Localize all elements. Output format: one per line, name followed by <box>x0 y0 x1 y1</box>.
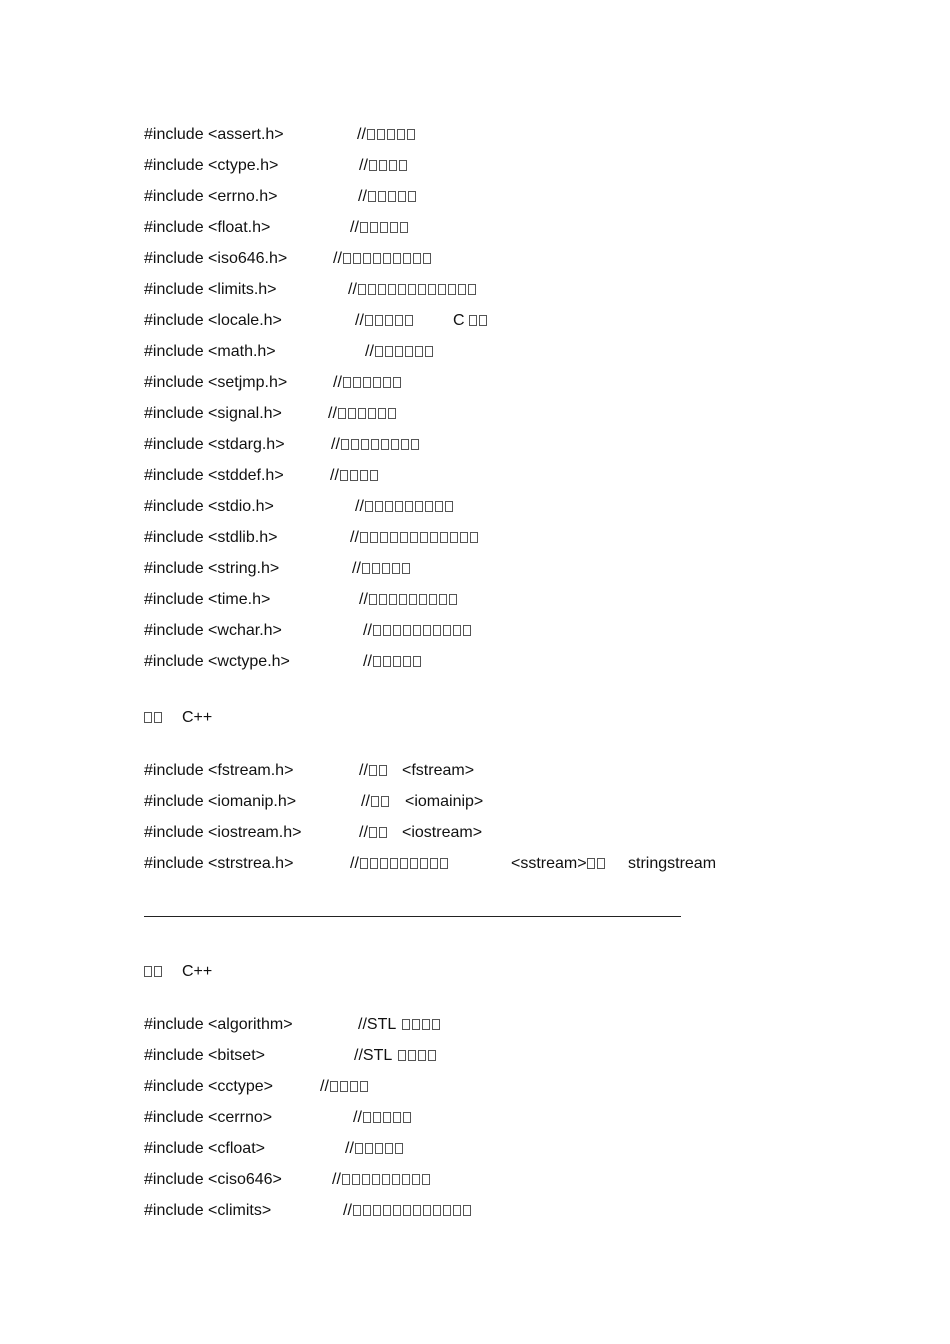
code-comment: // <box>359 822 389 844</box>
include-directive: #include <wctype.h> <box>144 653 290 670</box>
missing-glyph-box <box>373 1205 381 1216</box>
code-comment: // <box>333 372 403 394</box>
missing-glyph-box <box>372 1174 380 1185</box>
code-comment: // <box>350 853 450 875</box>
code-comment: // <box>343 1200 473 1222</box>
missing-glyph-box <box>432 1019 440 1030</box>
code-comment: // <box>359 760 389 782</box>
missing-glyph-box <box>352 1174 360 1185</box>
missing-glyph-box <box>154 966 162 977</box>
code-comment: // <box>357 124 417 146</box>
missing-glyph-box <box>370 532 378 543</box>
missing-glyphs <box>363 1107 413 1129</box>
missing-glyph-box <box>363 1205 371 1216</box>
include-directive: #include <time.h> <box>144 591 271 608</box>
include-directive: #include <cctype> <box>144 1078 273 1095</box>
missing-glyph-box <box>393 377 401 388</box>
missing-glyph-box <box>385 315 393 326</box>
include-directive: #include <assert.h> <box>144 126 284 143</box>
missing-glyph-box <box>385 1143 393 1154</box>
missing-glyph-box <box>390 222 398 233</box>
missing-glyph-box <box>440 532 448 543</box>
missing-glyphs <box>343 248 433 270</box>
missing-glyph-box <box>422 1019 430 1030</box>
missing-glyphs <box>373 620 473 642</box>
missing-glyphs <box>369 155 409 177</box>
missing-glyph-box <box>423 625 431 636</box>
missing-glyph-box <box>369 827 377 838</box>
code-comment: // <box>330 465 380 487</box>
include-directive: #include <stdlib.h> <box>144 529 278 546</box>
missing-glyph-box <box>340 1081 348 1092</box>
missing-glyph-box <box>479 315 487 326</box>
missing-glyph-box <box>398 1050 406 1061</box>
missing-glyph-box <box>362 1174 370 1185</box>
missing-glyphs <box>367 124 417 146</box>
missing-glyph-box <box>393 656 401 667</box>
missing-glyphs <box>360 527 480 549</box>
missing-glyph-box <box>381 796 389 807</box>
missing-glyph-box <box>369 765 377 776</box>
missing-glyph-box <box>389 594 397 605</box>
separator-line <box>144 916 681 917</box>
missing-glyphs <box>144 707 164 729</box>
code-comment: // <box>348 279 478 301</box>
include-directive: #include <setjmp.h> <box>144 374 288 391</box>
missing-glyph-box <box>365 315 373 326</box>
missing-glyph-box <box>407 129 415 140</box>
missing-glyph-box <box>460 532 468 543</box>
include-directive: #include <ctype.h> <box>144 157 279 174</box>
missing-glyph-box <box>390 532 398 543</box>
missing-glyphs <box>355 1138 405 1160</box>
missing-glyph-box <box>379 827 387 838</box>
missing-glyph-box <box>415 346 423 357</box>
missing-glyph-box <box>383 377 391 388</box>
missing-glyph-box <box>373 656 381 667</box>
missing-glyph-box <box>375 346 383 357</box>
missing-glyph-box <box>411 439 419 450</box>
code-comment: // <box>361 791 391 813</box>
include-directive: #include <math.h> <box>144 343 276 360</box>
missing-glyphs <box>144 961 164 983</box>
missing-glyph-box <box>433 625 441 636</box>
include-directive: #include <ciso646> <box>144 1171 282 1188</box>
code-comment: // <box>363 651 423 673</box>
missing-glyphs <box>330 1076 370 1098</box>
missing-glyph-box <box>420 532 428 543</box>
missing-glyph-box <box>368 284 376 295</box>
missing-glyph-box <box>448 284 456 295</box>
missing-glyph-box <box>405 501 413 512</box>
missing-glyphs <box>587 853 607 875</box>
comment-extra: <iomainip> <box>405 793 484 810</box>
missing-glyph-box <box>413 1205 421 1216</box>
code-comment: // <box>352 558 412 580</box>
missing-glyph-box <box>391 439 399 450</box>
missing-glyph-box <box>360 532 368 543</box>
missing-glyph-box <box>380 858 388 869</box>
missing-glyphs <box>360 853 450 875</box>
missing-glyph-box <box>355 1143 363 1154</box>
missing-glyph-box <box>379 765 387 776</box>
missing-glyph-box <box>144 712 152 723</box>
include-directive: #include <iso646.h> <box>144 250 288 267</box>
missing-glyph-box <box>378 408 386 419</box>
missing-glyph-box <box>341 439 349 450</box>
include-directive: #include <stddef.h> <box>144 467 284 484</box>
missing-glyph-box <box>383 1112 391 1123</box>
missing-glyph-box <box>443 625 451 636</box>
missing-glyphs <box>341 434 421 456</box>
missing-glyph-box <box>358 284 366 295</box>
missing-glyph-box <box>415 501 423 512</box>
missing-glyph-box <box>410 858 418 869</box>
code-comment: // <box>353 1107 413 1129</box>
include-directive: #include <cfloat> <box>144 1140 265 1157</box>
missing-glyph-box <box>380 532 388 543</box>
missing-glyph-box <box>395 501 403 512</box>
missing-glyph-box <box>383 625 391 636</box>
missing-glyph-box <box>443 1205 451 1216</box>
missing-glyph-box <box>423 253 431 264</box>
missing-glyph-box <box>353 253 361 264</box>
code-comment: //STL <box>354 1045 438 1067</box>
missing-glyph-box <box>399 594 407 605</box>
missing-glyph-box <box>439 594 447 605</box>
missing-glyph-box <box>405 315 413 326</box>
include-directive: #include <cerrno> <box>144 1109 273 1126</box>
missing-glyphs <box>353 1200 473 1222</box>
code-comment: // <box>320 1076 370 1098</box>
missing-glyph-box <box>397 129 405 140</box>
missing-glyph-box <box>395 1143 403 1154</box>
missing-glyph-box <box>425 501 433 512</box>
missing-glyph-box <box>388 191 396 202</box>
missing-glyph-box <box>362 563 370 574</box>
missing-glyph-box <box>433 1205 441 1216</box>
missing-glyph-box <box>360 1081 368 1092</box>
missing-glyph-box <box>360 858 368 869</box>
missing-glyphs <box>343 372 403 394</box>
missing-glyph-box <box>383 253 391 264</box>
code-comment: // <box>355 496 455 518</box>
missing-glyph-box <box>371 439 379 450</box>
missing-glyph-box <box>389 160 397 171</box>
missing-glyph-box <box>440 858 448 869</box>
missing-glyph-box <box>368 408 376 419</box>
missing-glyph-box <box>438 284 446 295</box>
section-heading-std-cpp: C++ <box>144 961 164 983</box>
missing-glyph-box <box>368 191 376 202</box>
include-directive: #include <float.h> <box>144 219 271 236</box>
missing-glyph-box <box>373 377 381 388</box>
missing-glyph-box <box>463 625 471 636</box>
code-comment: // <box>358 186 418 208</box>
missing-glyph-box <box>353 1205 361 1216</box>
missing-glyph-box <box>413 253 421 264</box>
missing-glyph-box <box>385 346 393 357</box>
missing-glyph-box <box>408 1050 416 1061</box>
missing-glyph-box <box>408 284 416 295</box>
missing-glyph-box <box>379 594 387 605</box>
code-comment: // <box>328 403 398 425</box>
missing-glyph-box <box>430 532 438 543</box>
code-comment: // <box>359 155 409 177</box>
missing-glyphs <box>360 217 410 239</box>
missing-glyph-box <box>453 625 461 636</box>
missing-glyph-box <box>435 501 443 512</box>
missing-glyphs <box>369 822 389 844</box>
missing-glyph-box <box>375 1143 383 1154</box>
missing-glyph-box <box>383 1205 391 1216</box>
missing-glyph-box <box>392 1174 400 1185</box>
missing-glyph-box <box>403 656 411 667</box>
code-comment: // <box>365 341 435 363</box>
include-directive: #include <iostream.h> <box>144 824 302 841</box>
missing-glyph-box <box>363 377 371 388</box>
missing-glyph-box <box>351 439 359 450</box>
missing-glyph-box <box>372 563 380 574</box>
missing-glyph-box <box>360 222 368 233</box>
missing-glyph-box <box>365 1143 373 1154</box>
include-directive: #include <bitset> <box>144 1047 265 1064</box>
missing-glyph-box <box>388 284 396 295</box>
missing-glyph-box <box>392 563 400 574</box>
include-directive: #include <stdarg.h> <box>144 436 285 453</box>
missing-glyph-box <box>381 439 389 450</box>
missing-glyph-box <box>393 1112 401 1123</box>
missing-glyph-box <box>369 160 377 171</box>
missing-glyph-box <box>453 1205 461 1216</box>
missing-glyphs <box>375 341 435 363</box>
missing-glyph-box <box>154 712 162 723</box>
missing-glyph-box <box>458 284 466 295</box>
missing-glyphs <box>369 760 389 782</box>
code-comment: // <box>355 310 415 332</box>
missing-glyph-box <box>382 563 390 574</box>
include-directive: #include <limits.h> <box>144 281 277 298</box>
missing-glyph-box <box>373 1112 381 1123</box>
missing-glyph-box <box>343 377 351 388</box>
missing-glyph-box <box>363 253 371 264</box>
missing-glyph-box <box>418 284 426 295</box>
missing-glyph-box <box>358 408 366 419</box>
missing-glyph-box <box>420 858 428 869</box>
section-heading-old-cpp: C++ <box>144 707 164 729</box>
missing-glyph-box <box>400 858 408 869</box>
missing-glyph-box <box>330 1081 338 1092</box>
missing-glyph-box <box>385 501 393 512</box>
missing-glyph-box <box>400 532 408 543</box>
missing-glyph-box <box>398 191 406 202</box>
code-comment: //STL <box>358 1014 442 1036</box>
missing-glyph-box <box>363 1112 371 1123</box>
missing-glyph-box <box>409 594 417 605</box>
missing-glyph-box <box>402 563 410 574</box>
missing-glyph-box <box>144 966 152 977</box>
missing-glyph-box <box>380 222 388 233</box>
missing-glyph-box <box>422 1174 430 1185</box>
missing-glyph-box <box>450 532 458 543</box>
missing-glyph-box <box>418 1050 426 1061</box>
missing-glyph-box <box>367 129 375 140</box>
comment-extra: <iostream> <box>402 824 483 841</box>
include-directive: #include <climits> <box>144 1202 272 1219</box>
comment-extra: <fstream> <box>402 762 475 779</box>
missing-glyph-box <box>387 129 395 140</box>
include-directive: #include <fstream.h> <box>144 762 294 779</box>
missing-glyph-box <box>468 284 476 295</box>
missing-glyph-box <box>445 501 453 512</box>
missing-glyph-box <box>370 222 378 233</box>
missing-glyph-box <box>401 439 409 450</box>
missing-glyph-box <box>377 129 385 140</box>
missing-glyph-box <box>428 284 436 295</box>
missing-glyph-box <box>342 1174 350 1185</box>
missing-glyph-box <box>390 858 398 869</box>
missing-glyph-box <box>369 594 377 605</box>
code-comment: // <box>332 1169 432 1191</box>
code-comment: // <box>333 248 433 270</box>
missing-glyph-box <box>402 1174 410 1185</box>
missing-glyph-box <box>375 315 383 326</box>
code-comment: // <box>350 217 410 239</box>
missing-glyph-box <box>597 858 605 869</box>
missing-glyph-box <box>393 1205 401 1216</box>
missing-glyph-box <box>395 315 403 326</box>
missing-glyph-box <box>410 532 418 543</box>
missing-glyph-box <box>412 1019 420 1030</box>
missing-glyph-box <box>348 408 356 419</box>
include-directive: #include <signal.h> <box>144 405 282 422</box>
missing-glyphs <box>338 403 398 425</box>
missing-glyph-box <box>370 858 378 869</box>
missing-glyph-box <box>399 160 407 171</box>
missing-glyph-box <box>378 284 386 295</box>
missing-glyph-box <box>375 501 383 512</box>
missing-glyph-box <box>340 470 348 481</box>
include-directive: #include <strstrea.h> <box>144 855 294 872</box>
missing-glyph-box <box>423 1205 431 1216</box>
missing-glyphs <box>369 589 459 611</box>
missing-glyph-box <box>373 253 381 264</box>
missing-glyph-box <box>361 439 369 450</box>
missing-glyph-box <box>403 1112 411 1123</box>
missing-glyph-box <box>429 594 437 605</box>
missing-glyph-box <box>395 346 403 357</box>
missing-glyph-box <box>383 656 391 667</box>
code-comment: // <box>350 527 480 549</box>
code-comment: // <box>345 1138 405 1160</box>
missing-glyph-box <box>400 222 408 233</box>
missing-glyph-box <box>470 532 478 543</box>
missing-glyph-box <box>402 1019 410 1030</box>
code-comment: // <box>363 620 473 642</box>
missing-glyph-box <box>393 625 401 636</box>
missing-glyph-box <box>353 377 361 388</box>
missing-glyph-box <box>419 594 427 605</box>
missing-glyph-box <box>343 253 351 264</box>
missing-glyphs <box>402 1014 442 1036</box>
missing-glyph-box <box>403 625 411 636</box>
code-comment: // <box>359 589 459 611</box>
missing-glyph-box <box>425 346 433 357</box>
missing-glyph-box <box>370 470 378 481</box>
missing-glyphs <box>371 791 391 813</box>
missing-glyph-box <box>365 501 373 512</box>
missing-glyphs <box>373 651 423 673</box>
missing-glyph-box <box>408 191 416 202</box>
include-directive: #include <wchar.h> <box>144 622 282 639</box>
missing-glyphs <box>398 1045 438 1067</box>
missing-glyph-box <box>403 253 411 264</box>
missing-glyph-box <box>373 625 381 636</box>
missing-glyphs <box>362 558 412 580</box>
missing-glyph-box <box>350 470 358 481</box>
missing-glyph-box <box>379 160 387 171</box>
missing-glyphs <box>365 496 455 518</box>
missing-glyph-box <box>378 191 386 202</box>
include-directive: #include <algorithm> <box>144 1016 293 1033</box>
comment-extra: C <box>453 310 489 332</box>
missing-glyph-box <box>449 594 457 605</box>
missing-glyph-box <box>398 284 406 295</box>
code-comment: // <box>331 434 421 456</box>
missing-glyphs <box>340 465 380 487</box>
missing-glyph-box <box>350 1081 358 1092</box>
missing-glyph-box <box>360 470 368 481</box>
missing-glyphs <box>358 279 478 301</box>
missing-glyphs <box>368 186 418 208</box>
missing-glyph-box <box>382 1174 390 1185</box>
missing-glyphs <box>469 310 489 332</box>
missing-glyph-box <box>412 1174 420 1185</box>
missing-glyph-box <box>393 253 401 264</box>
include-directive: #include <errno.h> <box>144 188 278 205</box>
missing-glyph-box <box>469 315 477 326</box>
include-directive: #include <string.h> <box>144 560 280 577</box>
missing-glyph-box <box>405 346 413 357</box>
missing-glyphs <box>342 1169 432 1191</box>
missing-glyph-box <box>428 1050 436 1061</box>
missing-glyph-box <box>403 1205 411 1216</box>
include-directive: #include <locale.h> <box>144 312 282 329</box>
missing-glyph-box <box>371 796 379 807</box>
missing-glyph-box <box>338 408 346 419</box>
missing-glyphs <box>365 310 415 332</box>
comment-extra: <sstream> <box>511 853 607 875</box>
comment-extra: stringstream <box>628 855 717 872</box>
missing-glyph-box <box>413 656 421 667</box>
include-directive: #include <iomanip.h> <box>144 793 297 810</box>
missing-glyph-box <box>463 1205 471 1216</box>
missing-glyph-box <box>430 858 438 869</box>
missing-glyph-box <box>388 408 396 419</box>
missing-glyph-box <box>413 625 421 636</box>
missing-glyph-box <box>587 858 595 869</box>
include-directive: #include <stdio.h> <box>144 498 274 515</box>
